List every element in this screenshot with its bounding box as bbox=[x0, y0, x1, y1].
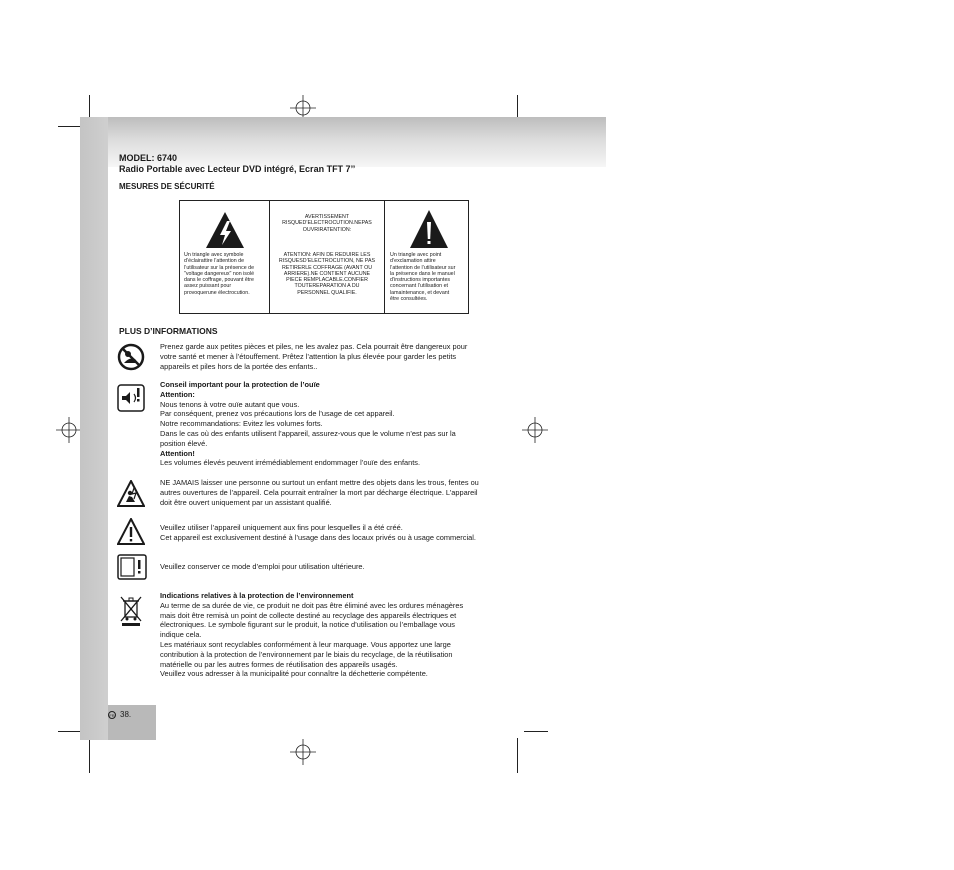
page-subtitle: Radio Portable avec Lecteur DVD intégré, Ecran TFT 7’’ bbox=[119, 164, 356, 174]
lightning-caption: Un triangle avec symbole d’éclairattire l’attention de l’utilisateur sur la présence de "voltage dangereux" non isolé dans le coffrage, pouvant être assez puissant pour provoquerune électrocution. bbox=[184, 252, 255, 296]
electric-shock-text: NE JAMAIS laisser une personne ou surtout un enfant mettre des objets dans les trous, fentes ou autres ouvertures de l’appareil. Cela pourrait entraîner la mort par décharge électrique. L’appareil doit être ouvert uniquement par un assistant qualifié. bbox=[160, 478, 479, 507]
small-parts-text: Prenez garde aux petites pièces et piles, ne les avalez pas. Cela pourrait être dangereux pour votre santé et mener à l’étouffement. Prêtez l’attention la plus élevée pour garder les petits appareils et piles hors de la portée des enfants.. bbox=[160, 342, 468, 371]
safety-warning-box bbox=[179, 200, 469, 314]
no-small-parts-icon bbox=[117, 343, 145, 371]
manual-text: Veuillez conserver ce mode d’emploi pour utilisation ultérieure. bbox=[160, 562, 365, 571]
lightning-triangle-icon bbox=[205, 211, 245, 249]
hearing-protection-icon bbox=[117, 384, 145, 412]
page-title: MODEL: 6740 bbox=[119, 153, 178, 163]
language-badge: FR bbox=[109, 713, 115, 718]
crop-mark bbox=[517, 738, 518, 773]
caution-triangle-icon bbox=[117, 518, 145, 546]
crop-mark bbox=[524, 731, 548, 732]
registration-mark-icon bbox=[56, 417, 82, 443]
crop-mark bbox=[58, 126, 82, 127]
manual-book-icon bbox=[117, 554, 147, 580]
safety-heading: MESURES DE SÉCURITÉ bbox=[119, 182, 215, 191]
usage-text: Veuillez utiliser l’appareil uniquement aux fins pour lesquelles il a été créé. Cet appareil est exclusivement destiné à l’usage dans des locaux privés ou à usage commercial. bbox=[160, 523, 476, 542]
hearing-text: Conseil important pour la protection de l’ouïe Attention: Nous tenons à votre ouïe autant que vous. Par conséquent, prenez vos précautions lors de l’usage de cet appareil. Notre recommandations: Evitez les volumes forts. Dans le cas où des enfants utilisent l’appareil, assurez-vous que le volume n’est pas sur la position élevé. Attention! Les volumes élevés peuvent irrémédiablement endommager l’ouïe des enfants. bbox=[160, 380, 456, 468]
header-band bbox=[108, 117, 606, 167]
registration-mark-icon bbox=[522, 417, 548, 443]
info-heading: PLUS D’INFORMATIONS bbox=[119, 326, 218, 336]
warning-top-text: AVERTISSEMENT RISQUED’ELECTROCUTION.NEPAS OUVRIRATENTION: bbox=[282, 214, 372, 233]
exclamation-triangle-icon bbox=[409, 209, 449, 249]
exclamation-warning-cell bbox=[385, 201, 469, 313]
electric-shock-warning-icon bbox=[117, 480, 145, 508]
warning-text-cell bbox=[270, 201, 384, 313]
crop-mark bbox=[58, 731, 82, 732]
side-bar bbox=[80, 117, 108, 740]
exclamation-caption: Un triangle avec point d’exclamation attire l’attention de l’utilisateur sur la présence dans le manuel d’instructions importantes concernant l’utilisation et lamaintenance, et devant être consultées. bbox=[390, 252, 456, 303]
environment-text: Indications relatives à la protection de l’environnement Au terme de sa durée de vie, ce produit ne doit pas être éliminé avec les ordures ménagères mais doit être remisà un point de collecte destiné au recyclage des appareils électriques et électroniques. Le symbole figurant sur le produit, la notice d’utilisation ou l’emballage vous indique cela. Les matériaux sont recyclables conformément à leur marquage. Vous apportez une large contribution à la protection de l’environnement par le biais du recyclage, de la réutilisation matérielle ou par les autres formes de réutilisation des appareils usagés. Veuillez vous adresser à la municipalité pour connaître la déchetterie compétente. bbox=[160, 591, 464, 679]
warning-bottom-text: ATENTION: AFIN DE REDUIRE LES RISQUESD’ELECTROCUTION, NE PAS RETIRERLE COFFRAGE (AVANT OU ARRIERE).NE CONTIENT AUCUNE PIECE REMPLACABLE.CONFIER TOUTEREPARATION A DU PERSONNEL QUALIFIE. bbox=[278, 252, 376, 296]
page-number: 38. bbox=[120, 710, 132, 719]
weee-crossed-bin-icon bbox=[119, 595, 143, 627]
crop-mark bbox=[89, 738, 90, 773]
lightning-warning-cell bbox=[180, 201, 269, 313]
footer-tab bbox=[108, 705, 156, 740]
registration-mark-icon bbox=[290, 739, 316, 765]
